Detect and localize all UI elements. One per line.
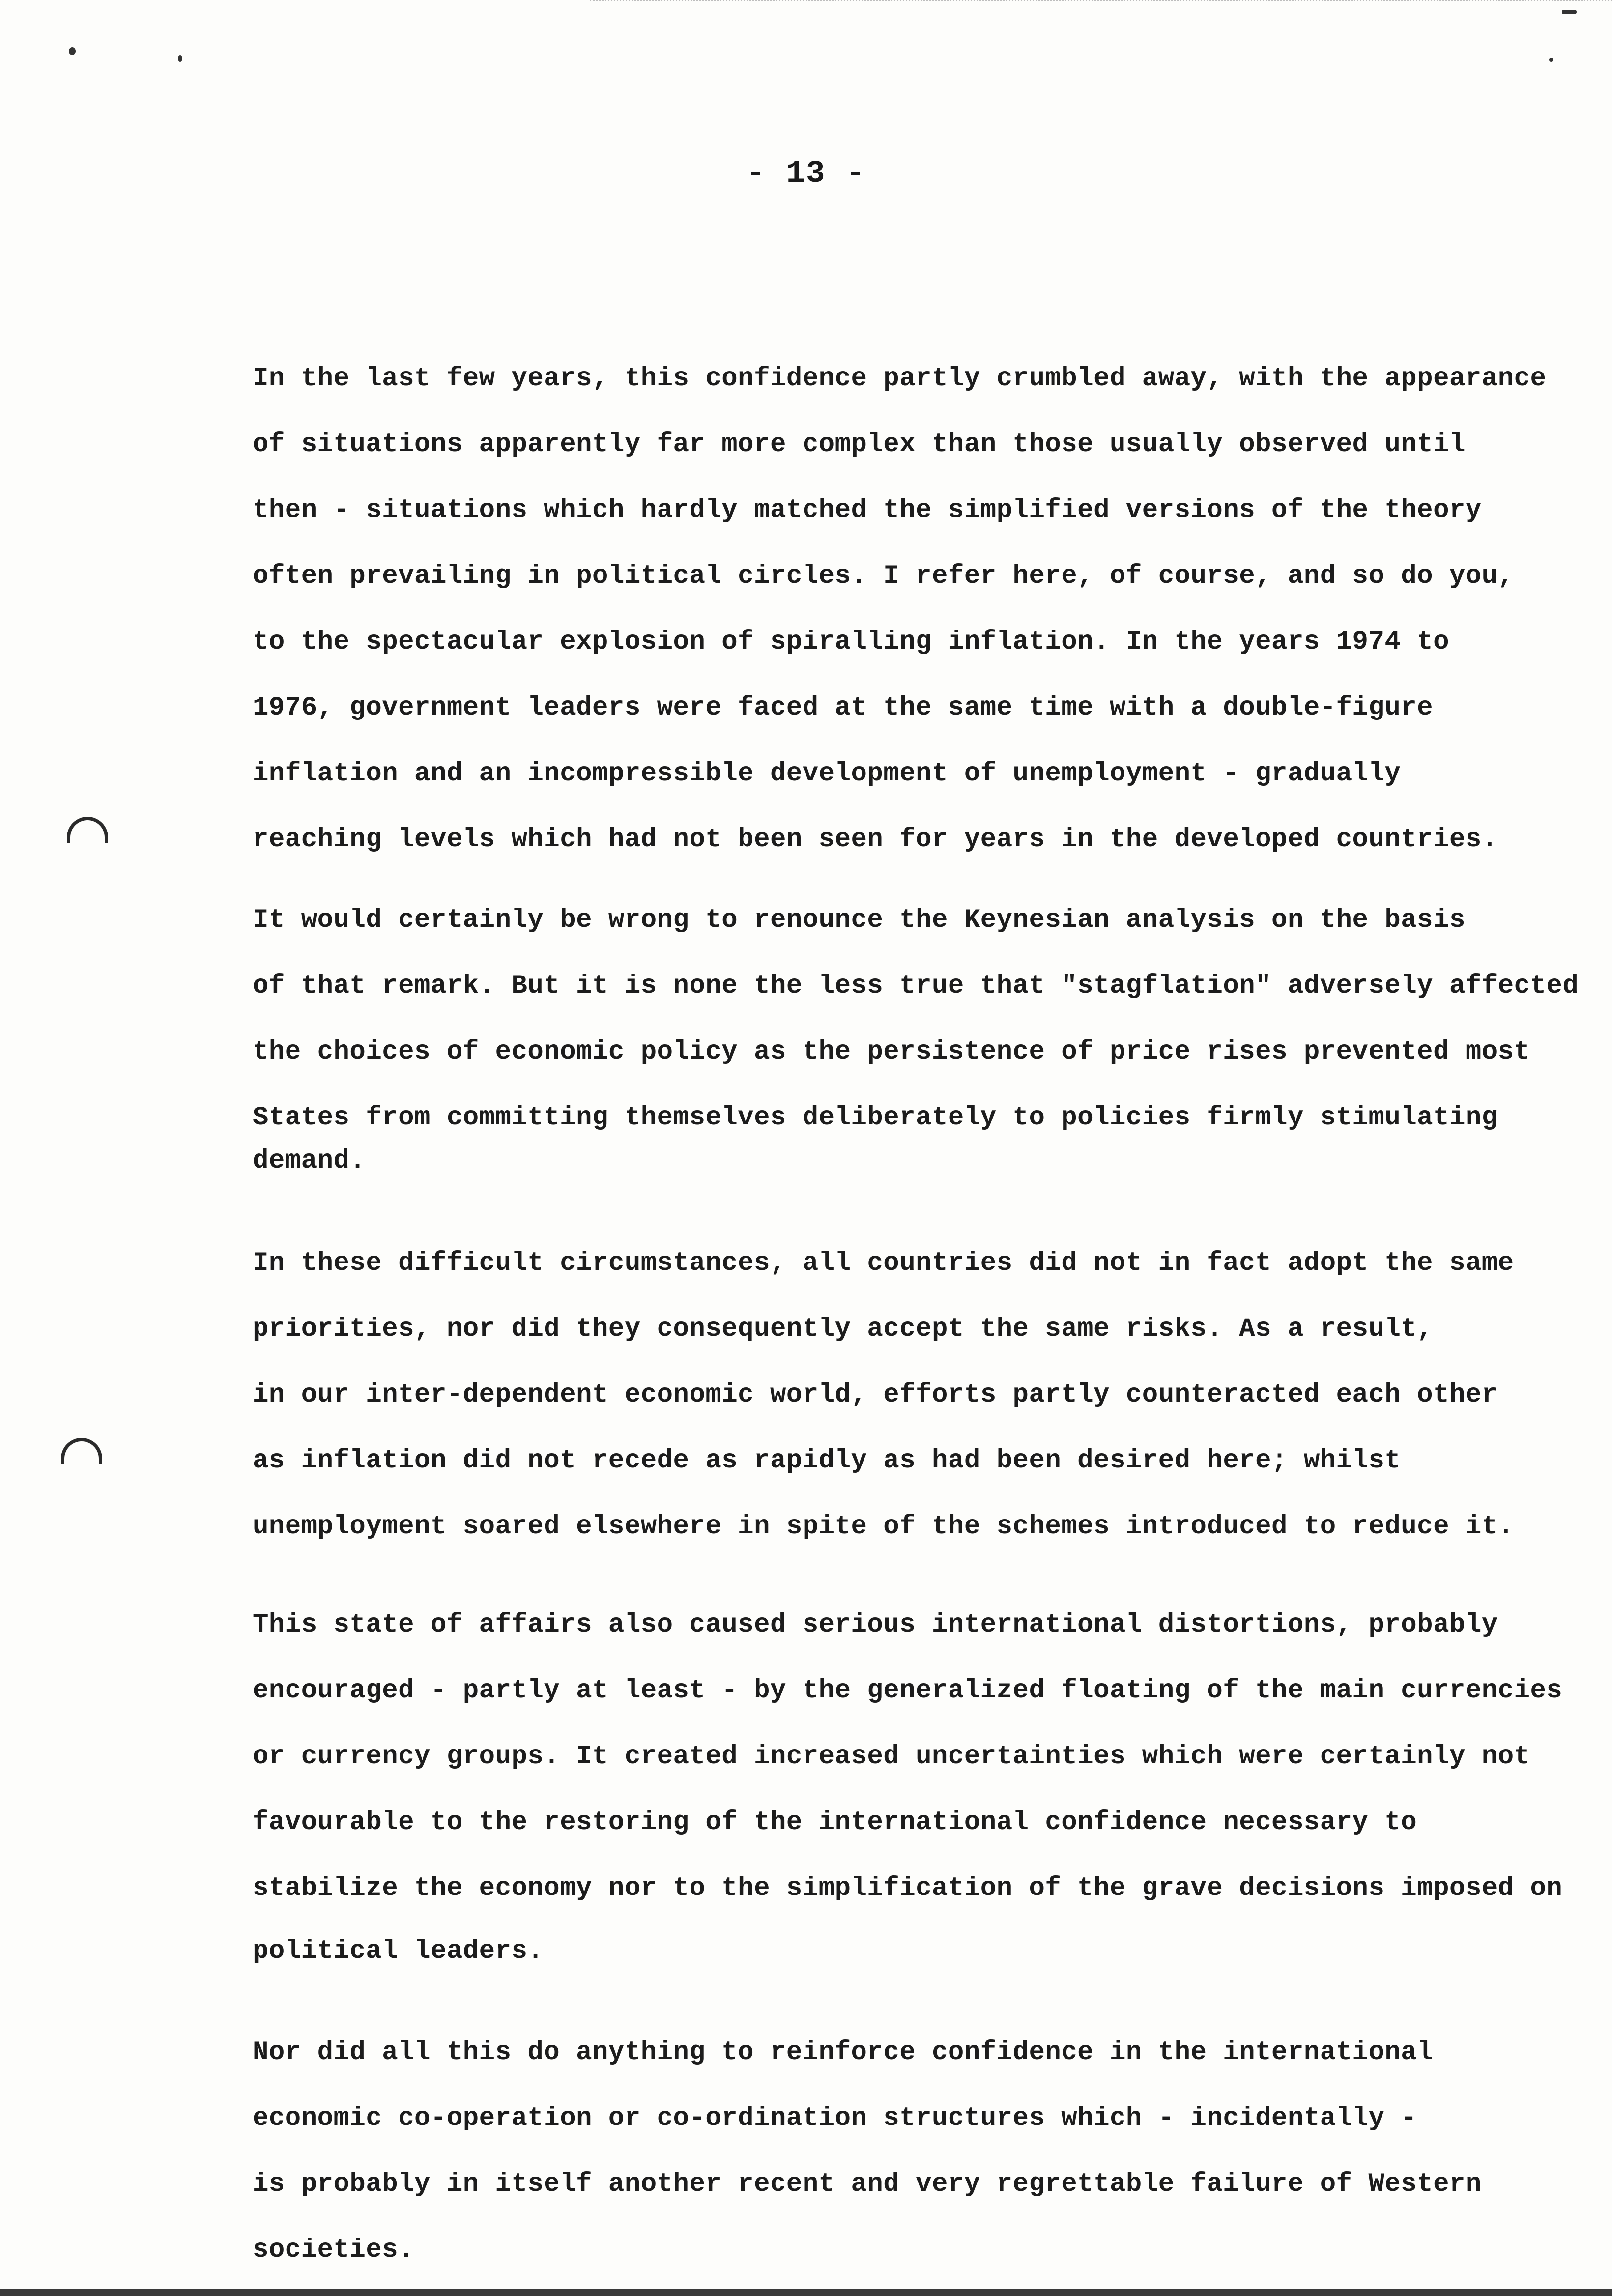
text-line: In these difficult circumstances, all countries did not in fact adopt the same <box>253 1248 1514 1278</box>
text-line: in our inter-dependent economic world, efforts partly counteracted each other <box>253 1380 1498 1410</box>
text-line: or currency groups. It created increased uncertainties which were certainly not <box>253 1742 1530 1772</box>
text-line: stabilize the economy nor to the simplification of the grave decisions imposed on <box>253 1873 1563 1903</box>
text-line: of that remark. But it is none the less true that "stagflation" adversely affected <box>253 971 1579 1001</box>
punch-hole-upper <box>67 817 108 843</box>
scan-speck <box>1549 58 1553 62</box>
text-line: reaching levels which had not been seen for years in the developed countries. <box>253 825 1498 855</box>
text-line: favourable to the restoring of the international confidence necessary to <box>253 1808 1417 1837</box>
text-line: often prevailing in political circles. I refer here, of course, and so do you, <box>253 561 1514 591</box>
text-line: of situations apparently far more complex than those usually observed until <box>253 430 1466 459</box>
text-line: encouraged - partly at least - by the generalized floating of the main currencies <box>253 1676 1563 1706</box>
text-line: 1976, government leaders were faced at the same time with a double-figure <box>253 693 1434 723</box>
scan-speck <box>1562 10 1577 14</box>
page-number: - 13 - <box>746 156 866 192</box>
scan-speck <box>69 47 76 55</box>
text-line: priorities, nor did they consequently accept the same risks. As a result, <box>253 1314 1434 1344</box>
text-line: inflation and an incompressible development of unemployment - gradually <box>253 759 1401 789</box>
text-line: is probably in itself another recent and very regrettable failure of Western <box>253 2169 1482 2199</box>
text-line: as inflation did not recede as rapidly as had been desired here; whilst <box>253 1446 1401 1476</box>
scan-speck <box>178 55 182 62</box>
text-line: economic co-operation or co-ordination structures which - incidentally - <box>253 2103 1417 2133</box>
text-line: political leaders. <box>253 1936 544 1966</box>
text-line: demand. <box>253 1146 366 1176</box>
text-line: This state of affairs also caused serious international distortions, probably <box>253 1610 1498 1640</box>
scan-top-edge <box>590 0 1612 16</box>
text-line: to the spectacular explosion of spiralling inflation. In the years 1974 to <box>253 627 1449 657</box>
text-line: In the last few years, this confidence partly crumbled away, with the appearance <box>253 364 1547 394</box>
text-line: Nor did all this do anything to reinforce confidence in the international <box>253 2038 1434 2067</box>
text-line: the choices of economic policy as the persistence of price rises prevented most <box>253 1037 1530 1067</box>
text-line: then - situations which hardly matched the simplified versions of the theory <box>253 495 1482 525</box>
text-line: unemployment soared elsewhere in spite of the schemes introduced to reduce it. <box>253 1512 1514 1542</box>
punch-hole-lower <box>61 1438 102 1464</box>
text-line: It would certainly be wrong to renounce the Keynesian analysis on the basis <box>253 905 1466 935</box>
text-line: societies. <box>253 2235 415 2265</box>
text-line: States from committing themselves deliberately to policies firmly stimulating <box>253 1103 1498 1133</box>
scan-bottom-edge <box>0 2289 1612 2296</box>
